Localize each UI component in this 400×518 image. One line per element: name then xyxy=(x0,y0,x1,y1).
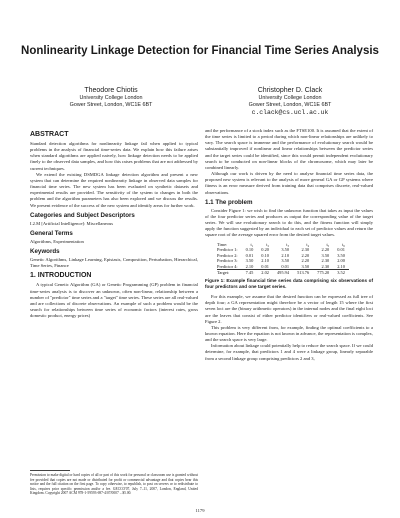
table-cell: 2.10 xyxy=(261,258,269,264)
page-number: 1179 xyxy=(195,508,205,513)
abstract-paragraph: We extend the existing DSMDGA linkage detection algorithm and present a new system that can determine the required nonlinearity linkage in observed data samples for financial time series. The new system has been evaluated on synthetic datasets and experimental results are provided. The sensitivity of the system to changes in both the problem and the algorithm parameters has also been explored and we discuss the results. We present evidence of the success of the new system and identify areas for further work. xyxy=(30,171,198,208)
abstract-heading: ABSTRACT xyxy=(30,131,69,138)
body-paragraph: and the performance of a stock index such as the FTSE100. It is assumed that the extent of the time series is limited to a period during which non-linear relationships are unlikely to vary. The search space is immense and the performance of evolutionary search would be substantially improved if nonlinear and linear relationships between the predictor series and the target series could be identified, since this would permit independent evolutionary search to be conducted on non-linear blocks of the chromosome, which may later be combined linearly. xyxy=(205,128,373,170)
table-cell: 2.20 xyxy=(301,252,310,258)
figure-caption: Figure 1: Example financial time series data comprising six observations of four predictors and one target series. xyxy=(205,278,373,290)
author-email: c.clack@cs.ucl.ac.uk xyxy=(251,109,329,116)
table-cell: 2.10 xyxy=(245,263,254,269)
paper-title: Nonlinearity Linkage Detection for Financial Time Series Analysis xyxy=(21,45,379,57)
copyright-footnote xyxy=(30,470,198,496)
table-cell: 3.50 xyxy=(245,258,254,264)
table-cell: 3.50 xyxy=(321,252,330,258)
table-cell: 3.52 xyxy=(333,270,349,276)
table-cell: 0.01 xyxy=(261,263,269,269)
table-cell: 775.20 xyxy=(313,270,333,276)
table-cell: 2.10 xyxy=(281,252,290,258)
table-cell: 0.10 xyxy=(261,252,269,258)
author-affiliation: University College London xyxy=(79,95,143,101)
keywords-text: Genetic Algorithms, Linkage Learning, Epistasis, Composition, Perturbation, Hierarchical, Time Series, Finance xyxy=(30,257,198,269)
table-cell: 0.01 xyxy=(337,247,345,253)
table-cell: t₁ xyxy=(250,241,254,247)
table-row xyxy=(217,247,349,253)
table-row xyxy=(217,264,349,270)
footnote-rule xyxy=(30,470,70,471)
subsection-heading: 1.1 The problem xyxy=(205,198,253,206)
table-cell: t₂ xyxy=(266,241,269,247)
keywords-heading: Keywords xyxy=(30,248,60,256)
table-cell: 2.02 xyxy=(257,270,273,276)
table-cell: t₆ xyxy=(342,241,345,247)
abstract-paragraph: Standard detection algorithms for nonlinearity linkage fail when applied to typical problems in the analysis of financial time-series data. We explain how this failure arises when standard algorithms are applied naively, how linkage detection needs to be applied finely to the observed data samples, and how this raises problems that are not addressed by current techniques. xyxy=(30,141,198,171)
table-cell: 495.94 xyxy=(273,270,293,276)
introduction-heading: 1. INTRODUCTION xyxy=(30,272,92,280)
table-cell: 2.30 xyxy=(321,263,330,269)
introduction-paragraph: A typical Genetic Algorithm (GA) or Genetic Programming (GP) problem in financial time-series analysis is to discover an unknown, often non-linear, relationship between a number of "predictor" time series and a "target" time series. These series are all real-valued and are collections of discrete observations. An example of such a problem would be the search for relationships between time series of economic factors (interest rates, gross domestic product, energy prices) xyxy=(30,282,198,319)
table-cell: Target: xyxy=(217,270,242,276)
table-cell: Predictor 3: xyxy=(217,258,238,264)
right-column xyxy=(205,128,373,362)
terms-text: Algorithms, Experimentation xyxy=(30,238,84,244)
author-block-2 xyxy=(205,86,375,117)
table-target-row xyxy=(217,270,349,276)
table-cell: 0.01 xyxy=(281,263,290,269)
body-paragraph: Consider Figure 1: we wish to find the unknown function that takes as input the values of the four predictor series and produces as output the corresponding value of the target series. We will use evolutionary search to do this, and the fitness function will simply apply the function suggested by an individual to each set of predictor values and return the square root of the average squared error from the desired target values. xyxy=(205,207,373,238)
body-paragraph: Information about linkage could potentially help to reduce the search space. If we could determine, for example, that predictors 1 and 4 were a linkage group, linearly separable from a second linkage group comprising predictors 2 and 3, xyxy=(205,343,373,361)
table-cell: 0.10 xyxy=(245,247,254,253)
table-cell: 0.01 xyxy=(245,252,254,258)
table-cell: t₃ xyxy=(286,241,290,247)
author-block-1 xyxy=(26,86,196,109)
table-cell: 3.50 xyxy=(301,263,310,269)
table-cell: 2.30 xyxy=(301,247,310,253)
terms-heading: General Terms xyxy=(30,229,73,237)
table-cell: 513.76 xyxy=(293,270,313,276)
author-affiliation: University College London xyxy=(258,95,322,101)
author-address: Gower Street, London, WC1E 6BT xyxy=(248,102,332,108)
table-cell: Predictor 1: xyxy=(217,247,238,253)
table-cell: t₄ xyxy=(306,241,310,247)
body-paragraph: For this example, we assume that the desired function can be expressed as full tree of depth four; a GA representation might therefore be a vector of length 15 where the first seven loci are the (binary arithmetic operators) in the internal nodes and the final eight loci are the leaves that consist of either predictor identifiers or real-valued coefficients. See Figure 2. xyxy=(205,294,373,324)
footnote-text: Permission to make digital or hard copies of all or part of this work for personal or classroom use is granted without fee provided that copies are not made or distributed for profit or commercial advantage and that copies bear this notice and the full citation on the first page. To copy otherwise, to republish, to post on servers or to redistribute to lists, requires prior specific permission and/or a fee. GECCO'07, July 7–11, 2007, London, England, United Kingdom. Copyright 2007 ACM 978-1-59593-697-4/07/0007 ...$5.00. xyxy=(30,473,198,496)
table-cell: 7.45 xyxy=(242,270,258,276)
categories-heading: Categories and Subject Descriptors xyxy=(30,211,135,219)
author-address: Gower Street, London, WC1E 6BT xyxy=(69,102,153,108)
left-column xyxy=(30,128,198,319)
table-cell: 2.20 xyxy=(321,247,330,253)
table-cell: 0.20 xyxy=(261,247,269,253)
table-cell: Time: xyxy=(217,241,228,247)
table-cell: 2.00 xyxy=(337,258,345,264)
table-cell: 3.50 xyxy=(281,258,290,264)
table-cell: 3.50 xyxy=(337,252,345,258)
table-cell: Predictor 2: xyxy=(217,252,238,258)
table-cell: 2.20 xyxy=(301,258,310,264)
body-paragraph: This problem is very different from, for example, finding the optimal coefficients to a known equation. Here the equation is not known in advance, the representation is complex, and the search space is very large. xyxy=(205,324,373,343)
table-cell: 2.10 xyxy=(337,263,345,269)
table-cell: 2.30 xyxy=(321,258,330,264)
table-cell: Predictor 4: xyxy=(217,263,238,269)
author-name: Theodore Chiotis xyxy=(84,87,138,94)
author-name: Christopher D. Clack xyxy=(257,87,323,94)
table-cell: t₅ xyxy=(326,241,330,247)
table-cell: 3.50 xyxy=(281,247,290,253)
time-series-table xyxy=(217,242,349,277)
body-paragraph: Although our work is driven by the need to analyse financial time series data, the proposed new system is relevant to the analysis of more general GA or GP systems where fitness is an error measure derived from training data that comprises discrete, real-valued observations. xyxy=(205,171,373,195)
categories-text: I.2.M [Artificial Intelligence]: Miscellaneous xyxy=(30,220,114,226)
